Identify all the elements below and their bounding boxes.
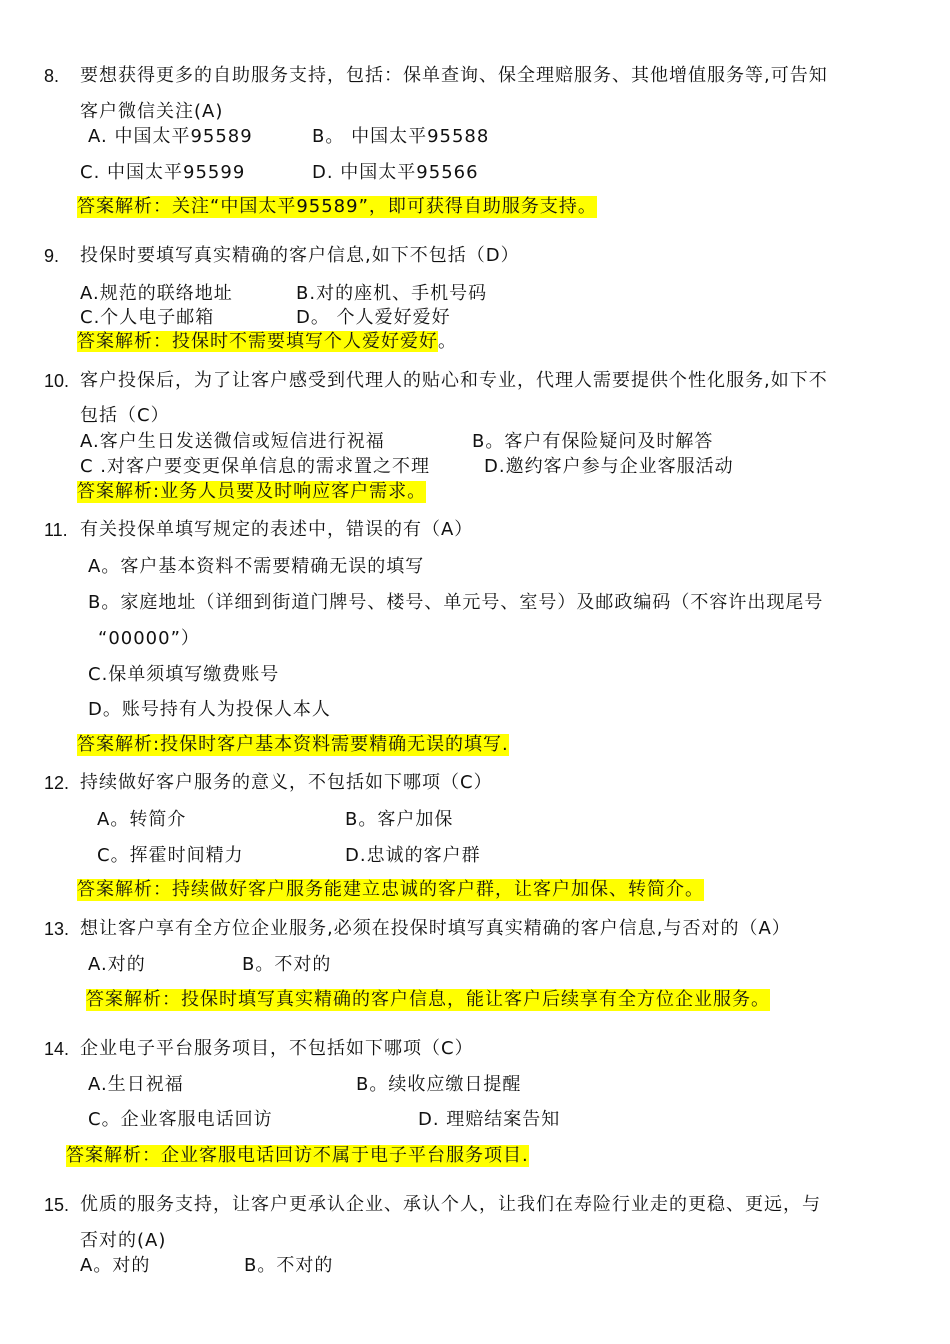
question-stem: 客户投保后，为了让客户感受到代理人的贴心和专业，代理人需要提供个性化服务,如下不 [80,370,828,391]
question-number: 10. [44,371,70,391]
answer-explanation: 答案解析：投保时填写真实精确的客户信息，能让客户后续享有全方位企业服务。 [86,989,770,1010]
option-b: B。不对的 [244,1255,334,1276]
question-number: 15. [44,1195,70,1215]
option-a: A.对的 [88,954,146,975]
option-b: B。家庭地址（详细到街道门牌号、楼号、单元号、室号）及邮政编码（不容许出现尾号 [88,592,824,613]
option-c: C.保单须填写缴费账号 [88,664,280,685]
option-a: A。对的 [80,1255,151,1276]
question-number: 9. [44,246,60,266]
question-stem: 否对的(A) [80,1230,167,1251]
question-number: 12. [44,773,70,793]
question-stem: 要想获得更多的自助服务支持，包括：保单查询、保全理赔服务、其他增值服务等,可告知 [80,65,828,86]
question-stem: 企业电子平台服务项目，不包括如下哪项（C） [80,1038,474,1059]
question-stem: 客户微信关注(A) [80,101,224,122]
answer-tail: 。 [438,331,457,352]
option-d: D.忠诚的客户群 [345,845,481,866]
option-c: C.个人电子邮箱 [80,307,215,328]
option-d: D. 中国太平95566 [312,162,479,183]
option-b: B.对的座机、手机号码 [296,283,488,304]
question-stem: 投保时要填写真实精确的客户信息,如下不包括（D） [80,245,520,266]
option-a: A.客户生日发送微信或短信进行祝福 [80,431,385,452]
option-a: A。客户基本资料不需要精确无误的填写 [88,556,425,577]
question-number: 11. [44,520,68,540]
option-a: A。转简介 [97,809,187,830]
option-b: B。客户有保险疑问及时解答 [472,431,714,452]
option-c: C. 中国太平95599 [80,162,246,183]
answer-explanation: 答案解析:投保时客户基本资料需要精确无误的填写. [77,734,509,755]
option-b: B。 中国太平95588 [312,126,490,147]
question-stem: 包括（C） [80,405,170,426]
answer-explanation: 答案解析：持续做好客户服务能建立忠诚的客户群，让客户加保、转简介。 [77,879,704,900]
option-b: B。续收应缴日提醒 [356,1074,522,1095]
option-b-continued: “00000”） [98,628,200,649]
question-stem: 有关投保单填写规定的表述中，错误的有（A） [80,519,474,540]
option-b: B。客户加保 [345,809,454,830]
answer-explanation: 答案解析:业务人员要及时响应客户需求。 [77,481,427,502]
answer-explanation: 答案解析：关注“中国太平95589”，即可获得自助服务支持。 [77,196,597,217]
question-number: 14. [44,1039,70,1059]
option-d: D。账号持有人为投保人本人 [88,699,331,720]
question-number: 13. [44,919,70,939]
answer-highlight: 答案解析：投保时不需要填写个人爱好爱好 [77,331,438,352]
option-d: D.邀约客户参与企业客服活动 [484,456,734,477]
option-c: C .对客户要变更保单信息的需求置之不理 [80,456,431,477]
option-a: A.规范的联络地址 [80,283,233,304]
option-d: D. 理赔结案告知 [418,1109,561,1130]
option-c: C。企业客服电话回访 [88,1109,273,1130]
answer-explanation: 答案解析：企业客服电话回访不属于电子平台服务项目. [66,1145,529,1166]
question-number: 8. [44,66,60,86]
option-a: A. 中国太平95589 [88,126,253,147]
question-stem: 优质的服务支持，让客户更承认企业、承认个人，让我们在寿险行业走的更稳、更远，与 [80,1194,821,1215]
question-stem: 想让客户享有全方位企业服务,必须在投保时填写真实精确的客户信息,与否对的（A） [80,918,791,939]
answer-explanation [77,331,457,353]
question-stem: 持续做好客户服务的意义，不包括如下哪项（C） [80,772,493,793]
option-c: C。挥霍时间精力 [97,845,244,866]
option-b: B。不对的 [242,954,332,975]
option-a: A.生日祝福 [88,1074,184,1095]
option-d: D。 个人爱好爱好 [296,307,451,328]
